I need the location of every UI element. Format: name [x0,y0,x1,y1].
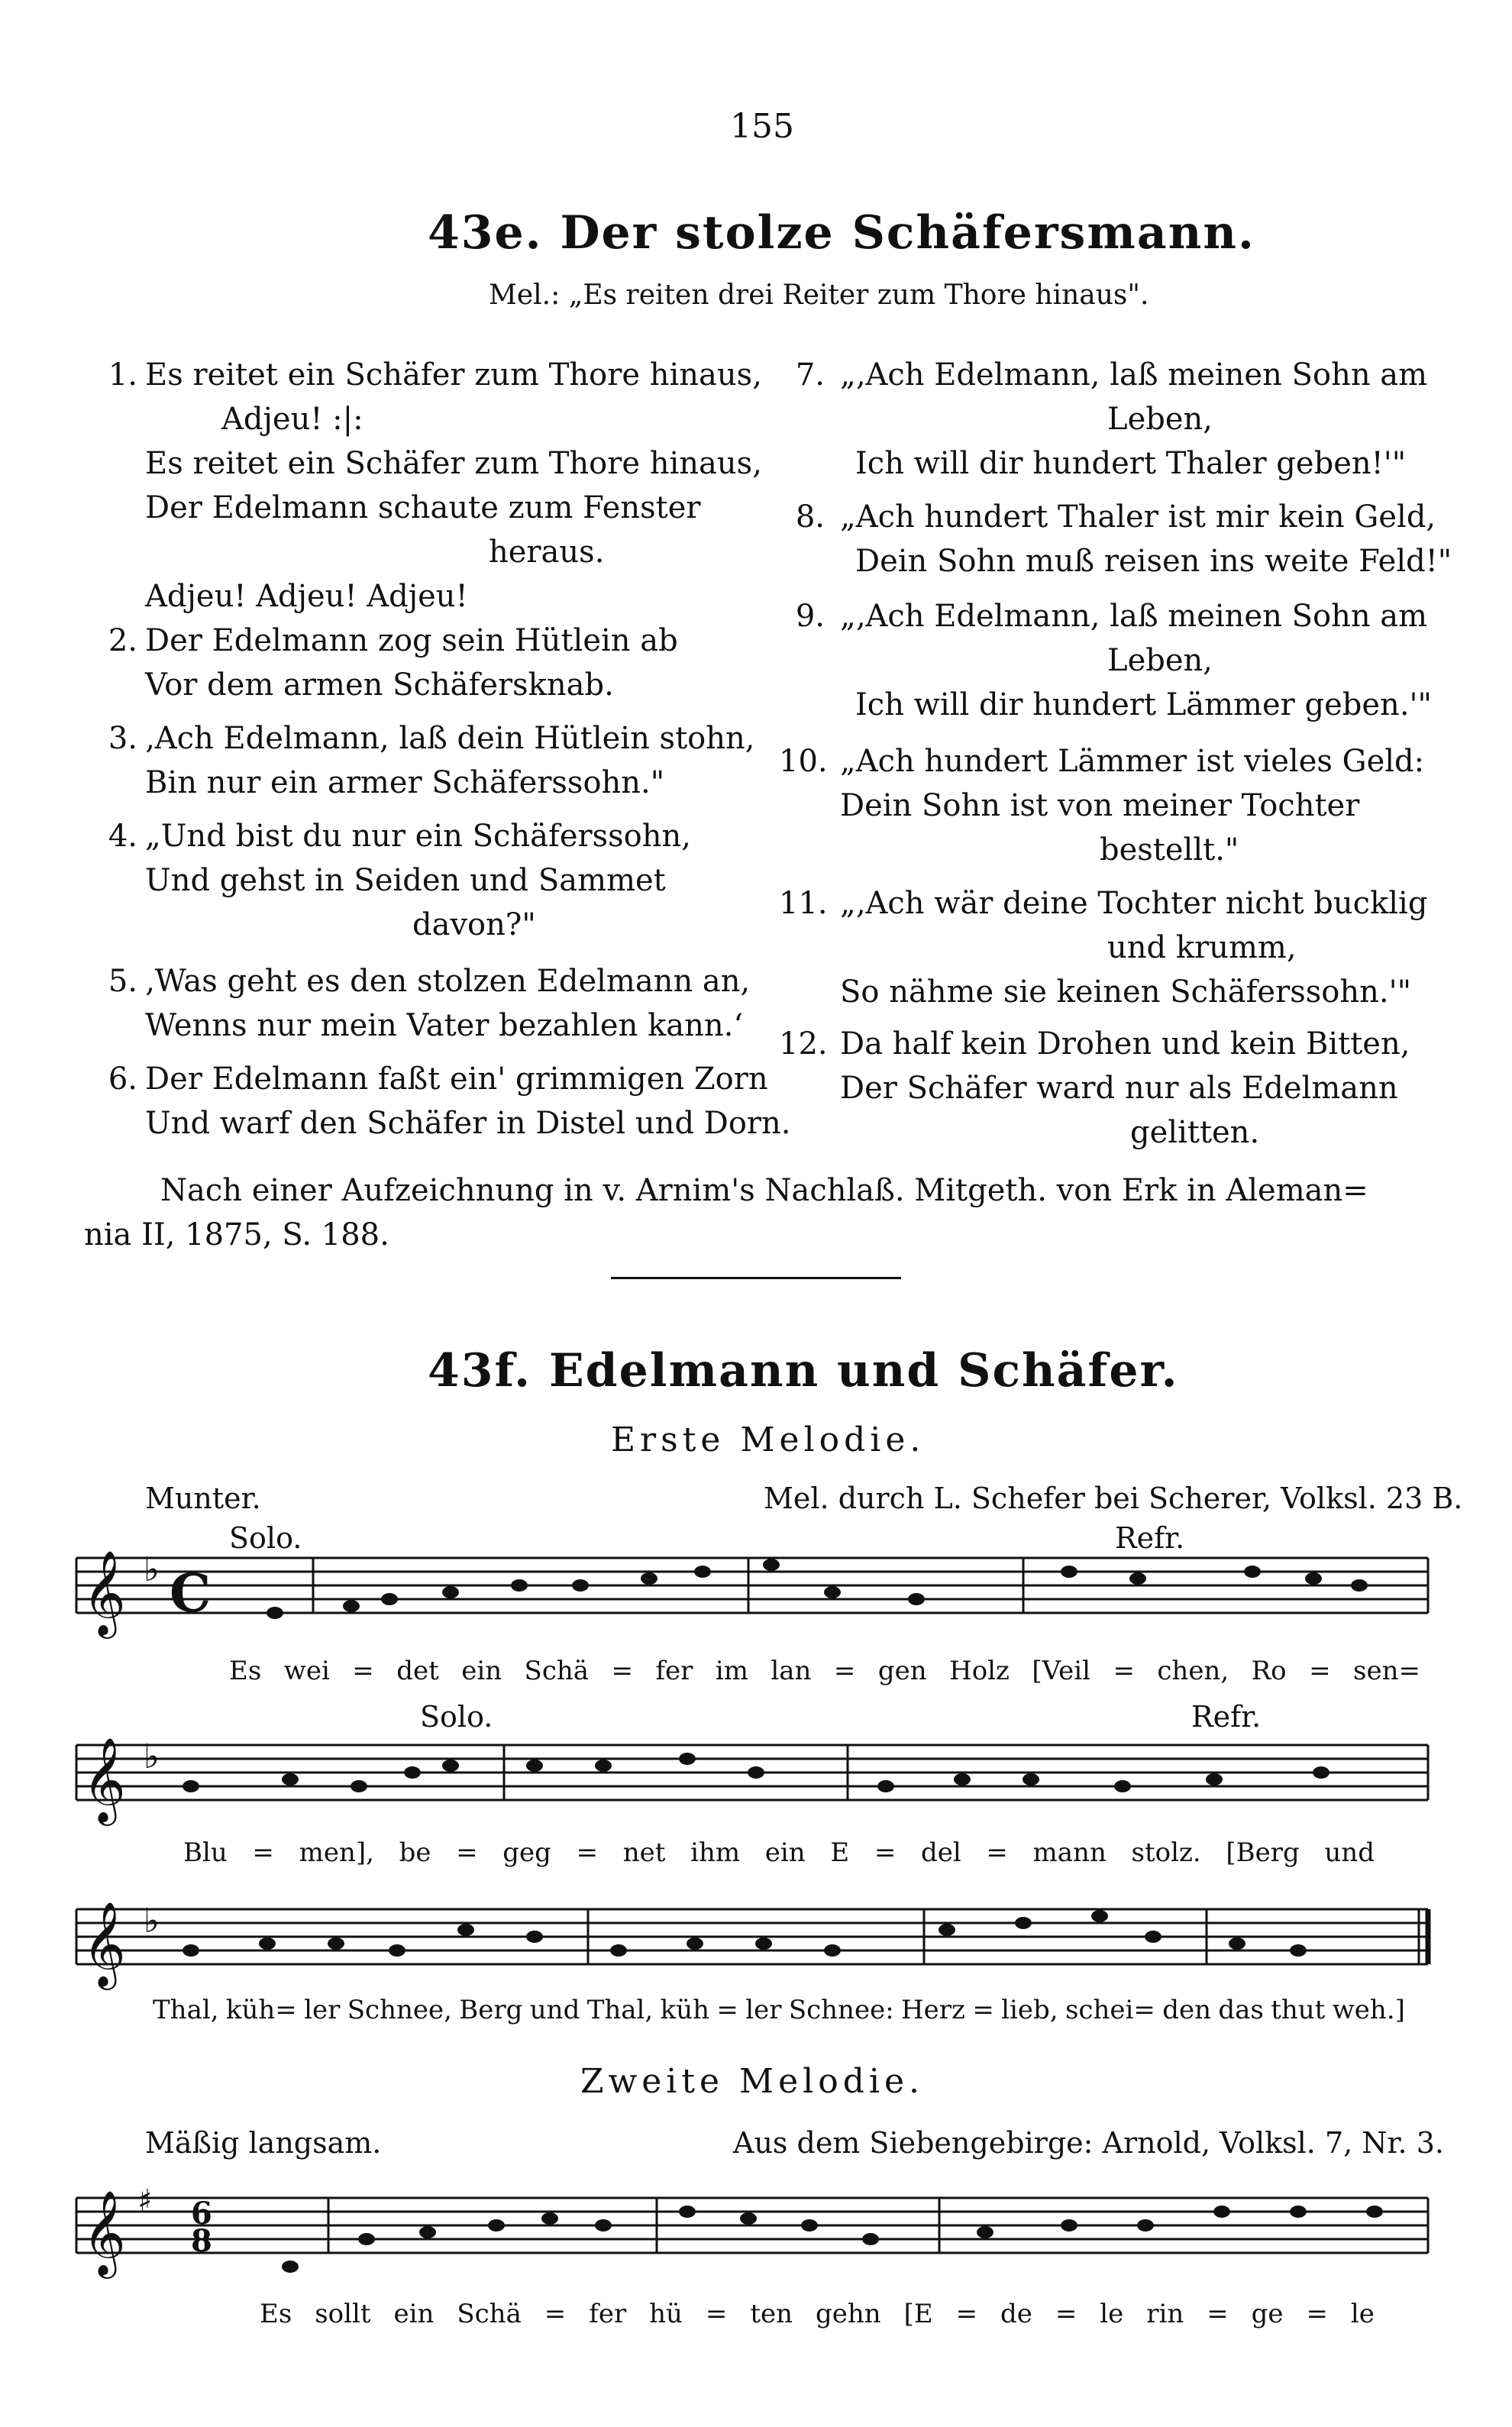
verse-line: Adjeu! Adjeu! Adjeu! [145,579,468,614]
lyric-syllable: = [1306,2299,1328,2329]
verse-line: „Und bist du nur ein Schäferssohn, [145,819,691,854]
lyric-syllable: geg [502,1837,551,1868]
lyric-syllable: be [399,1837,431,1868]
lyric-syllable: le [1350,2299,1375,2329]
lyric-syllable: chen, [1157,1656,1229,1686]
lyric-syllable: [Berg [1226,1837,1300,1868]
verse-line: Dein Sohn ist von meiner Tochter [840,788,1360,823]
lyric-syllable: fer [655,1656,693,1686]
verse-line: Vor dem armen Schäfersknab. [145,667,614,703]
lyric-syllable: det [396,1656,439,1686]
staff-1 [76,1558,1428,1613]
verse-number: 12. [779,1026,828,1062]
lyric-syllable: das [1218,1995,1264,2025]
lyrics-row-3 [153,1995,1405,2025]
lyric-syllable: rin [1146,2299,1184,2329]
lyrics-row-1 [229,1656,1420,1686]
verse-number: 11. [779,886,828,921]
lyric-syllable: Herz [901,1995,965,2025]
lyric-syllable: ler [745,1995,782,2025]
melody-reference: Mel.: „Es reiten drei Reiter zum Thore hinaus". [489,280,1149,311]
common-time-icon: C [170,1563,212,1624]
flat-icon: ♭ [144,1737,160,1776]
verse-line: heraus. [489,535,605,570]
source-note-line2: nia II, 1875, S. 188. [84,1217,389,1252]
verse-number: 5. [108,964,137,999]
lyric-syllable: = [352,1656,374,1686]
lyric-syllable: Holz [949,1656,1010,1686]
lyric-syllable: schei= [1065,1995,1155,2025]
verse-line: ‚Ach Edelmann, laß dein Hütlein stohn, [145,721,755,756]
verse-number: 7. [795,357,825,393]
lyric-syllable: = [833,1656,856,1686]
sharp-icon: ♯ [137,2183,153,2219]
lyric-syllable: Schä [524,1656,590,1686]
melody-source-1: Mel. durch L. Schefer bei Scherer, Volksl. 23 B. [764,1482,1463,1515]
verse-number: 1. [108,357,137,393]
lyrics-row-4 [260,2299,1375,2329]
verse-line: Wenns nur mein Vater bezahlen kann.‘ [145,1008,744,1043]
lyric-syllable: Berg [459,1995,523,2025]
lyric-syllable: sen= [1353,1656,1420,1686]
lyric-syllable: gen [877,1656,927,1686]
verse-line: Ich will dir hundert Lämmer geben.'" [855,687,1432,722]
lyric-syllable: weh.] [1332,1995,1405,2025]
treble-clef-icon: 𝄞 [82,1737,126,1822]
time-signature-top: 6 [191,2196,212,2231]
page-number: 155 [730,107,794,146]
verse-line: Der Schäfer ward nur als Edelmann [840,1071,1398,1106]
lyric-syllable: ge [1251,2299,1284,2329]
verse-number: 8. [795,499,825,535]
lyric-syllable: fer [589,2299,627,2329]
lyric-syllable: ein [764,1837,806,1868]
verse-number: 2. [108,623,137,658]
source-note-line1: Nach einer Aufzeichnung in v. Arnim's Nachlaß. Mitgeth. von Erk in Aleman= [160,1173,1368,1208]
lyric-syllable: thut [1271,1995,1326,2025]
verse-number: 3. [108,721,137,756]
verse-line: Bin nur ein armer Schäferssohn." [145,765,665,800]
lyric-syllable: del [920,1837,961,1868]
verse-number: 6. [108,1062,137,1097]
lyric-syllable: = [972,1995,994,2025]
verse-line: Da half kein Drohen und kein Bitten, [840,1026,1410,1062]
lyric-syllable: ihm [690,1837,741,1868]
treble-clef-icon: 𝄞 [82,2189,126,2275]
lyric-syllable: den [1162,1995,1212,2025]
lyric-syllable: = [1207,2299,1229,2329]
lyric-syllable: und [1324,1837,1375,1868]
lyric-syllable: E [830,1837,850,1868]
time-signature-bottom: 8 [191,2223,212,2259]
lyric-syllable: [E [903,2299,933,2329]
lyric-syllable: [Veil [1032,1656,1090,1686]
song-title-43e: 43e. Der stolze Schäfersmann. [428,206,1255,260]
verse-line: Adjeu! :|: [221,402,363,437]
lyric-syllable: = [544,2299,567,2329]
flat-icon: ♭ [144,1550,160,1589]
lyric-syllable: ein [461,1656,502,1686]
solo-mark-1: Solo. [229,1521,302,1555]
lyric-syllable: Thal, [153,1995,219,2025]
lyric-syllable: küh= [225,1995,297,2025]
verse-line: „Ach hundert Thaler ist mir kein Geld, [840,499,1436,535]
lyric-syllable: lan [771,1656,812,1686]
verse-line: Leben, [1107,643,1213,678]
lyric-syllable: Es [260,2299,292,2329]
verse-line: Dein Sohn muß reisen ins weite Feld!" [855,544,1452,579]
lyric-syllable: de [1000,2299,1032,2329]
verse-line: ‚Was geht es den stolzen Edelmann an, [145,964,751,999]
lyric-syllable: hü [649,2299,683,2329]
lyric-syllable: men], [299,1837,374,1868]
lyric-syllable: = [1113,1656,1135,1686]
lyric-syllable: Ro [1251,1656,1287,1686]
verse-line: bestellt." [1100,832,1239,868]
lyric-syllable: Es [229,1656,262,1686]
verse-number: 9. [795,599,825,634]
lyric-syllable: Schnee, [347,1995,452,2025]
verse-line: „‚Ach Edelmann, laß meinen Sohn am [840,357,1428,393]
verse-line: „‚Ach wär deine Tochter nicht bucklig [840,886,1428,921]
verse-line: und krumm, [1107,930,1297,965]
lyric-syllable: Thal, [586,1995,654,2025]
lyric-syllable: küh [660,1995,709,2025]
verse-line: Und warf den Schäfer in Distel und Dorn. [145,1106,791,1141]
lyric-syllable: und [529,1995,580,2025]
verse-line: „Ach hundert Lämmer ist vieles Geld: [840,744,1425,779]
lyric-syllable: le [1100,2299,1124,2329]
lyric-syllable: = [874,1837,897,1868]
lyric-syllable: ten [750,2299,793,2329]
verse-line: Leben, [1107,402,1213,437]
lyric-syllable: Schnee: [788,1995,894,2025]
verse-line: Der Edelmann zog sein Hütlein ab [145,623,678,658]
lyric-syllable: Schä [457,2299,522,2329]
staff-3 [76,1909,1428,1964]
refr-mark-1: Refr. [1115,1521,1185,1555]
solo-mark-2: Solo. [420,1700,493,1734]
verse-line: So nähme sie keinen Schäferssohn.'" [840,974,1411,1010]
treble-clef-icon: 𝄞 [82,1550,126,1635]
verse-number: 10. [779,744,828,779]
verse-number: 4. [108,819,137,854]
notes-staff-1 [267,1559,1368,1619]
lyric-syllable: = [986,1837,1008,1868]
lyric-syllable: = [1055,2299,1077,2329]
lyric-syllable: = [705,2299,728,2329]
lyric-syllable: stolz. [1131,1837,1201,1868]
verse-line: gelitten. [1130,1115,1260,1150]
verse-line: davon?" [412,907,536,942]
verse-line: Der Edelmann schaute zum Fenster [145,490,701,525]
lyric-syllable: lieb, [1001,1995,1058,2025]
tempo-marking-2: Mäßig langsam. [145,2126,382,2160]
lyric-syllable: = [1309,1656,1331,1686]
lyric-syllable: = [456,1837,478,1868]
lyric-syllable: = [576,1837,599,1868]
verse-line: Es reitet ein Schäfer zum Thore hinaus, [145,446,762,481]
verse-line: Der Edelmann faßt ein' grimmigen Zorn [145,1062,768,1097]
lyric-syllable: ein [393,2299,435,2329]
lyric-syllable: wei [283,1656,330,1686]
lyric-syllable: Blu [183,1837,228,1868]
refr-mark-2: Refr. [1191,1700,1262,1734]
song-title-43f: 43f. Edelmann und Schäfer. [428,1344,1179,1398]
first-melody-heading: Erste Melodie. [611,1420,926,1459]
flat-icon: ♭ [144,1902,160,1941]
melody-source-2: Aus dem Siebengebirge: Arnold, Volksl. 7, Nr. 3. [733,2126,1444,2160]
lyric-syllable: mann [1032,1837,1107,1868]
lyric-syllable: = [955,2299,978,2329]
verse-line: „‚Ach Edelmann, laß meinen Sohn am [840,599,1428,634]
verse-line: Es reitet ein Schäfer zum Thore hinaus, [145,357,762,393]
tempo-marking-1: Munter. [145,1482,261,1515]
treble-clef-icon: 𝄞 [82,1901,126,1986]
lyric-syllable: im [715,1656,748,1686]
verse-line: Ich will dir hundert Thaler geben!'" [855,446,1407,481]
lyric-syllable: ler [304,1995,341,2025]
lyric-syllable: net [622,1837,666,1868]
lyric-syllable: = [252,1837,274,1868]
verse-line: Und gehst in Seiden und Sammet [145,863,666,898]
lyrics-row-2 [183,1837,1375,1868]
lyric-syllable: sollt [315,2299,371,2329]
lyric-syllable: = [716,1995,738,2025]
lyric-syllable: gehn [815,2299,881,2329]
lyric-syllable: = [611,1656,633,1686]
second-melody-heading: Zweite Melodie. [580,2062,924,2101]
